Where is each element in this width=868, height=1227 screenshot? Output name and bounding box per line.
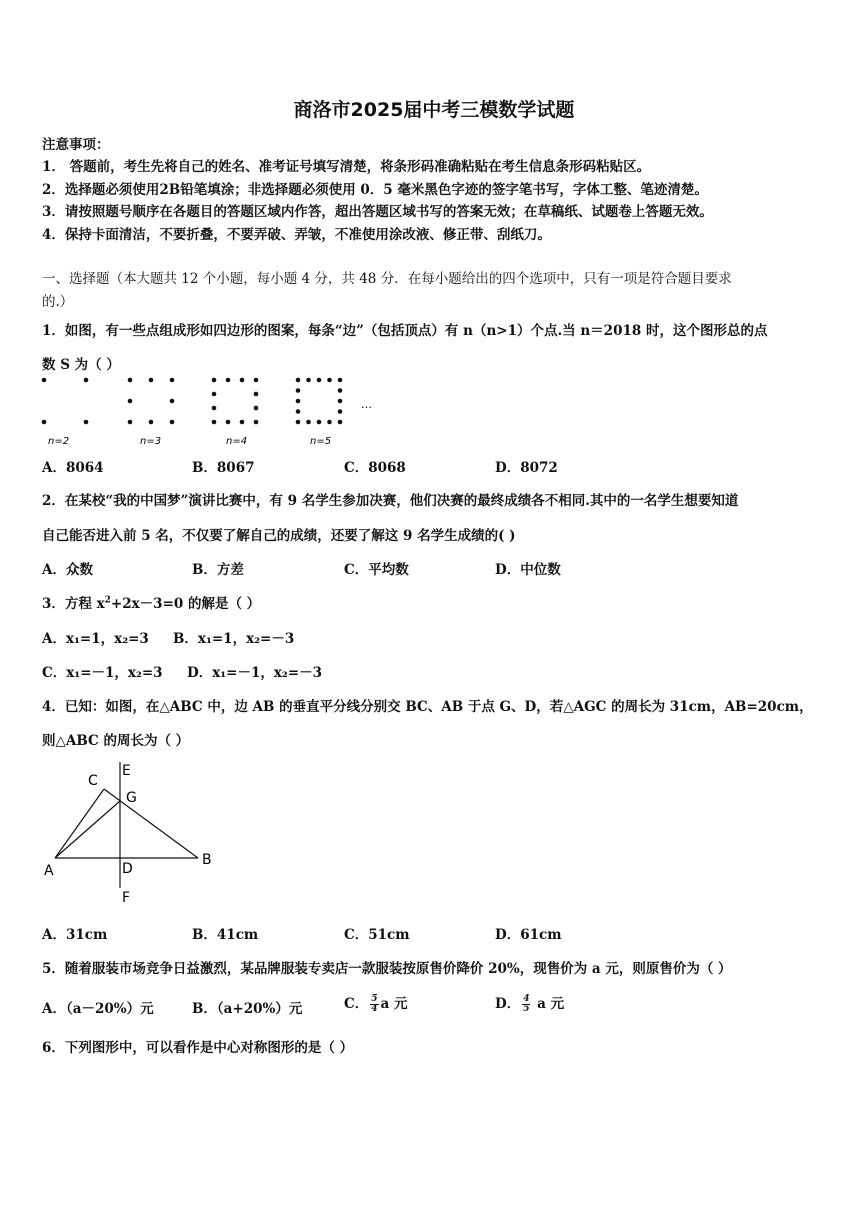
q1-option-a: A．8064 — [42, 460, 104, 476]
q3-option-b: B．x₁=1，x₂=－3 — [173, 631, 295, 647]
q5-stem: 5．随着服装市场竞争日益激烈，某品牌服装专卖店一款服装按原售价降价 20%，现售价为 a 元，则原售价为（ ） — [42, 961, 732, 977]
pattern-dot — [226, 420, 231, 425]
pattern-dot — [149, 378, 154, 383]
pattern-dot — [226, 378, 231, 383]
q2-stem-line1: 2．在某校“我的中国梦”演讲比赛中，有 9 名学生参加决赛，他们决赛的最终成绩各不相同.其中的一名学生想要知道 — [42, 493, 739, 509]
q2-stem-line2: 自己能否进入前 5 名，不仅要了解自己的成绩，还要了解这 9 名学生成绩的( ) — [42, 528, 516, 544]
pattern-dot — [42, 378, 47, 383]
pattern-dot — [306, 420, 311, 425]
pattern-dot — [128, 378, 133, 383]
label-e: E — [122, 763, 131, 779]
label-f: F — [122, 890, 131, 906]
q4-stem-line1: 4．已知：如图，在△ABC 中，边 AB 的垂直平分线分别交 BC、AB 于点 G、D，若△AGC 的周长为 31cm，AB=20cm， — [42, 699, 813, 715]
section-heading-line2: 的.） — [42, 294, 74, 310]
fraction-four-fifths — [522, 995, 530, 1014]
fig-label-n5: n=5 — [310, 436, 332, 447]
q5-option-b: B．（a+20%）元 — [192, 1001, 303, 1017]
q5-option-c-suffix: a 元 — [380, 996, 408, 1012]
pattern-dot — [296, 409, 301, 414]
q4-option-b: B．41cm — [192, 927, 259, 943]
fraction-numerator: 5 — [371, 994, 378, 1004]
q3-stem-pre: 3．方程 x — [42, 596, 105, 612]
notice-item-1: 1． 答题前，考生先将自己的姓名、准考证号填写清楚，将条形码准确粘贴在考生信息条形码粘贴区。 — [42, 159, 651, 175]
pattern-dot — [170, 378, 175, 383]
q3-option-a: A．x₁=1，x₂=3 — [42, 631, 149, 647]
pattern-dot — [212, 420, 217, 425]
q1-option-c: C．8068 — [344, 460, 406, 476]
q1-stem-line1: 1．如图，有一些点组成形如四边形的图案，每条“边”（包括顶点）有 n（n>1）个点.当 n＝2018 时，这个图形总的点 — [42, 323, 768, 339]
q2-option-d: D．中位数 — [495, 562, 561, 578]
q1-option-d: D．8072 — [495, 460, 558, 476]
pattern-dot — [42, 420, 47, 425]
pattern-dot — [149, 420, 154, 425]
notice-heading: 注意事项： — [42, 137, 110, 153]
q5-option-d — [495, 992, 564, 1014]
notice-item-3: 3．请按照题号顺序在各题目的答题区域内作答，超出答题区域书写的答案无效；在草稿纸、试题卷上答题无效。 — [42, 204, 713, 220]
fraction-five-fourths — [370, 995, 378, 1014]
q1-option-b: B．8067 — [192, 460, 255, 476]
q3-option-d: D．x₁=－1，x₂=－3 — [187, 665, 323, 681]
label-g: G — [126, 790, 137, 806]
pattern-dot — [84, 420, 89, 425]
pattern-dot — [212, 392, 217, 397]
q2-option-b: B．方差 — [192, 562, 244, 578]
pattern-dot — [338, 378, 343, 383]
notice-item-2: 2．选择题必须使用2B铅笔填涂；非选择题必须使用 0．5 毫米黑色字迹的签字笔书写，字体工整、笔迹清楚。 — [42, 182, 708, 198]
fig-label-n4: n=4 — [226, 436, 248, 447]
q4-triangle-figure — [40, 758, 225, 908]
pattern-dot — [317, 378, 322, 383]
q3-stem-exponent: 2 — [104, 595, 111, 606]
segment-cb — [104, 789, 198, 858]
pattern-dot — [296, 388, 301, 393]
label-d: D — [122, 861, 133, 877]
pattern-dot — [128, 420, 133, 425]
notice-item-4: 4．保持卡面清洁，不要折叠，不要弄破、弄皱，不准使用涂改液、修正带、刮纸刀。 — [42, 227, 551, 243]
q4-option-a: A．31cm — [42, 927, 108, 943]
q5-option-c — [344, 992, 407, 1014]
pattern-dot — [240, 378, 245, 383]
pattern-dot — [254, 378, 259, 383]
pattern-dot — [338, 409, 343, 414]
pattern-dot — [170, 399, 175, 404]
fig-ellipsis: … — [361, 398, 372, 411]
pattern-dot — [327, 420, 332, 425]
q2-option-c: C．平均数 — [344, 562, 409, 578]
label-c: C — [88, 773, 98, 789]
pattern-dot — [338, 388, 343, 393]
fraction-denominator: 5 — [523, 1004, 530, 1014]
pattern-dot — [128, 399, 133, 404]
pattern-dot — [338, 420, 343, 425]
pattern-dot — [240, 420, 245, 425]
pattern-dot — [296, 399, 301, 404]
fraction-numerator: 4 — [523, 994, 530, 1004]
fig-label-n3: n=3 — [140, 436, 162, 447]
pattern-dot — [306, 378, 311, 383]
q1-stem-line2: 数 S 为（ ） — [42, 357, 120, 373]
segment-ag — [55, 801, 120, 858]
pattern-dot — [212, 378, 217, 383]
fig-label-n2: n=2 — [48, 436, 70, 447]
q4-stem-line2: 则△ABC 的周长为（ ） — [42, 733, 190, 749]
q5-option-c-prefix: C． — [344, 996, 369, 1012]
pattern-dot — [254, 406, 259, 411]
q5-option-d-prefix: D． — [495, 996, 521, 1012]
pattern-dot — [317, 420, 322, 425]
q3-stem — [42, 592, 260, 612]
q4-option-c: C．51cm — [344, 927, 410, 943]
pattern-dot — [296, 420, 301, 425]
pattern-dot — [170, 420, 175, 425]
page-title: 商洛市2025届中考三模数学试题 — [293, 99, 575, 121]
q3-option-c: C．x₁=－1，x₂=3 — [42, 665, 163, 681]
pattern-dot — [212, 406, 217, 411]
q3-stem-post: +2x－3=0 的解是（ ） — [110, 596, 261, 612]
pattern-dot — [84, 378, 89, 383]
segment-ac — [55, 789, 104, 858]
pattern-dot — [254, 392, 259, 397]
pattern-dot — [296, 378, 301, 383]
q5-option-a: A．（a－20%）元 — [42, 1001, 154, 1017]
label-b: B — [202, 852, 212, 868]
pattern-dot — [327, 378, 332, 383]
pattern-dot — [254, 420, 259, 425]
pattern-dot — [338, 399, 343, 404]
section-heading-line1: 一、选择题（本大题共 12 个小题，每小题 4 分，共 48 分．在每小题给出的四个选项中，只有一项是符合题目要求 — [42, 271, 732, 287]
label-a: A — [44, 863, 54, 879]
dot-patterns — [42, 378, 343, 425]
q6-stem: 6．下列图形中，可以看作是中心对称图形的是（ ） — [42, 1040, 354, 1056]
q1-dot-figure — [38, 374, 378, 450]
q5-option-d-suffix: a 元 — [532, 996, 565, 1012]
fraction-denominator: 4 — [371, 1004, 378, 1014]
q2-option-a: A．众数 — [42, 562, 93, 578]
q4-option-d: D．61cm — [495, 927, 562, 943]
